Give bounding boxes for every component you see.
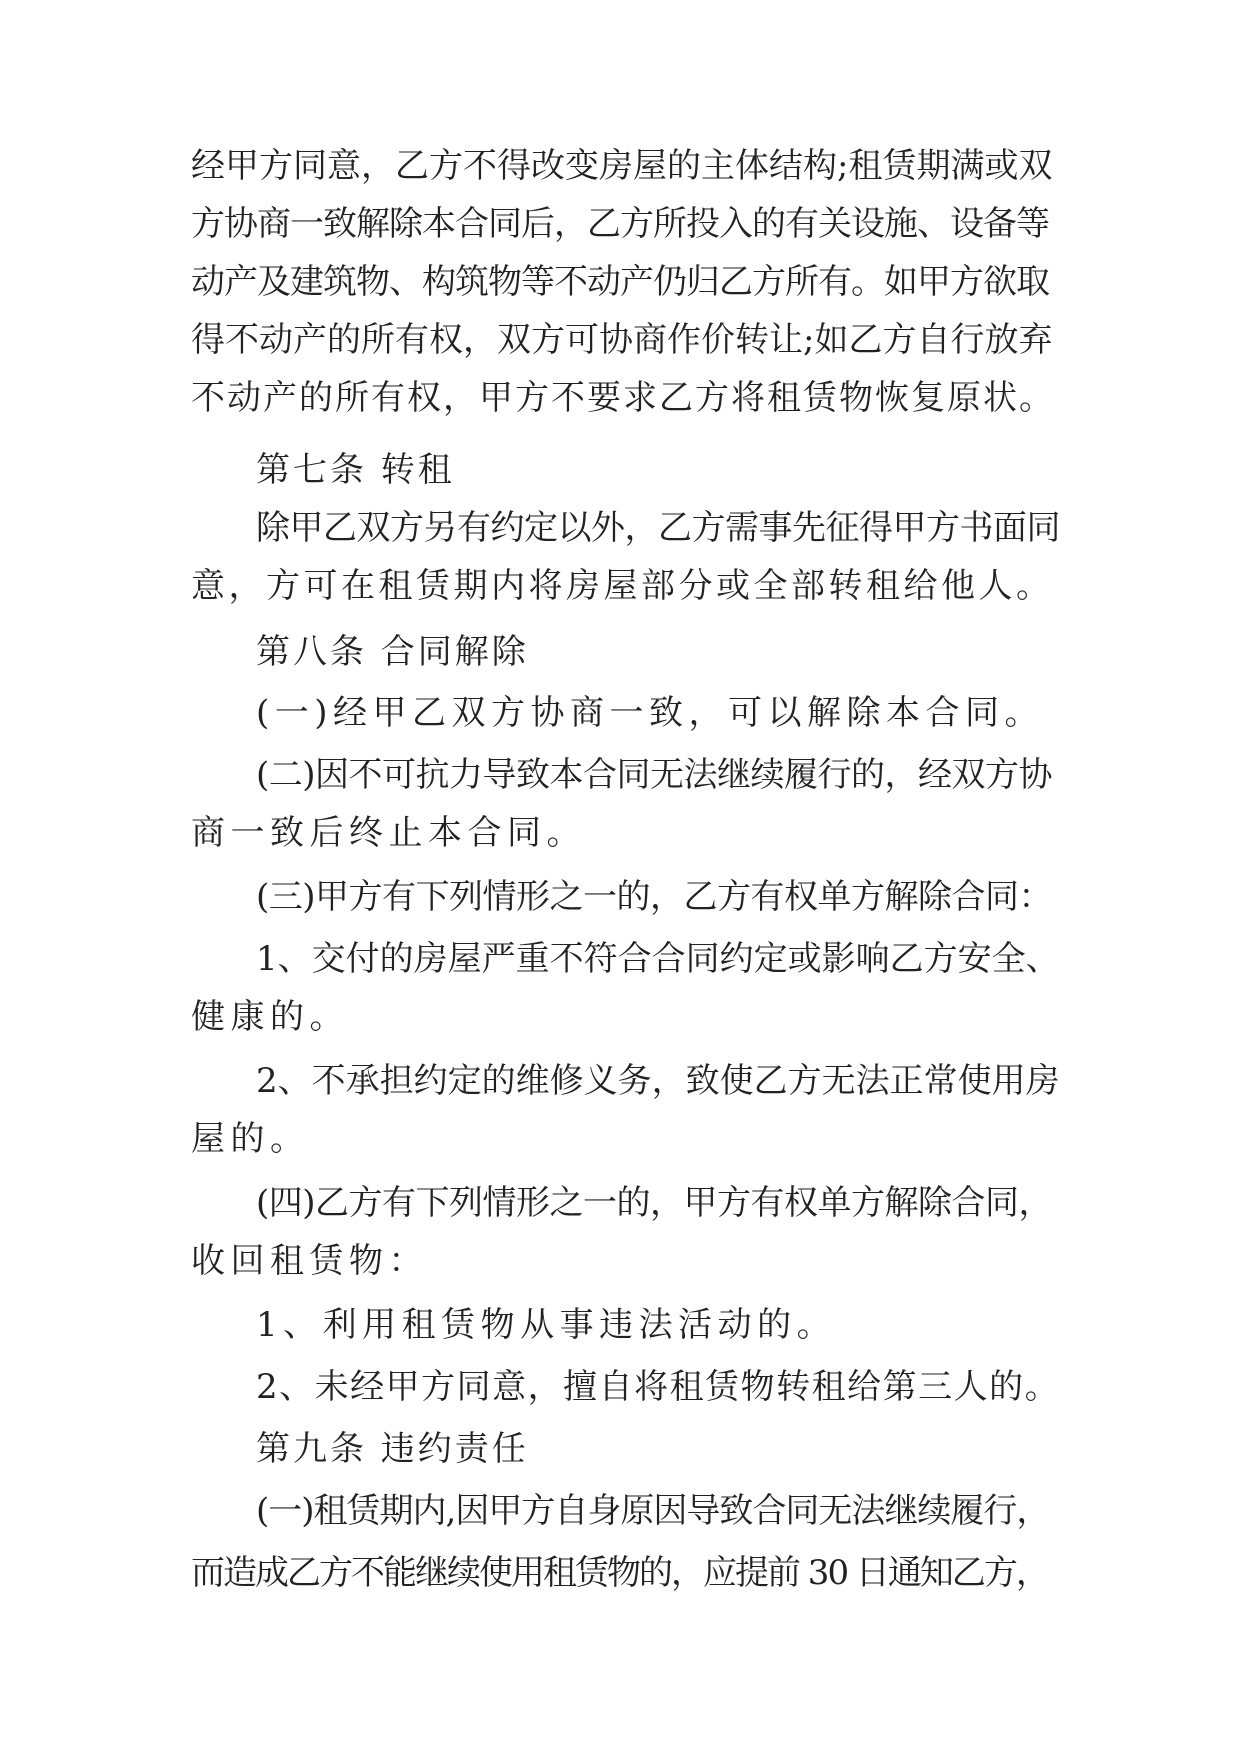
text-line: 商一致后终止本合同。 [191,813,586,853]
section-heading-article-8: 第八条 合同解除 [256,632,529,672]
text-line: (四)乙方有下列情形之一的，甲方有权单方解除合同， [256,1183,1053,1223]
text-line: 1、利用租赁物从事违法活动的。 [256,1305,837,1345]
text-line: 2、未经甲方同意，擅自将租赁物转租给第三人的。 [256,1367,1061,1407]
text-line: 健康的。 [191,997,349,1037]
text-line: (一)租赁期内,因甲方自身原因导致合同无法继续履行， [256,1491,1050,1531]
text-line: 方协商一致解除本合同后，乙方所投入的有关设施、设备等 [191,204,1049,244]
text-line: 屋的。 [191,1119,310,1159]
text-line: 除甲乙双方另有约定以外，乙方需事先征得甲方书面同 [256,508,1060,548]
text-line: 得不动产的所有权，双方可协商作价转让;如乙方自行放弃 [191,320,1053,360]
section-heading-article-9: 第九条 违约责任 [256,1429,529,1469]
text-line: 意，方可在租赁期内将房屋部分或全部转租给他人。 [191,566,1054,606]
text-line: 动产及建筑物、构筑物等不动产仍归乙方所有。如甲方欲取 [191,262,1049,302]
text-line: 收回租赁物： [191,1241,428,1281]
text-line: 经甲方同意，乙方不得改变房屋的主体结构;租赁期满或双 [191,146,1053,186]
text-line: (一)经甲乙双方协商一致，可以解除本合同。 [256,693,1045,733]
text-line: 而造成乙方不能继续使用租赁物的，应提前 30 日通知乙方， [191,1553,1048,1593]
section-heading-article-7: 第七条 转租 [256,450,455,490]
text-line: 2、不承担约定的维修义务，致使乙方无法正常使用房 [256,1061,1060,1101]
text-line: 不动产的所有权，甲方不要求乙方将租赁物恢复原状。 [191,378,1055,418]
text-line: (三)甲方有下列情形之一的，乙方有权单方解除合同： [256,877,1053,917]
text-line: (二)因不可抗力导致本合同无法继续履行的，经双方协 [256,755,1053,795]
text-line: 1、交付的房屋严重不符合合同约定或影响乙方安全、 [256,939,1060,979]
